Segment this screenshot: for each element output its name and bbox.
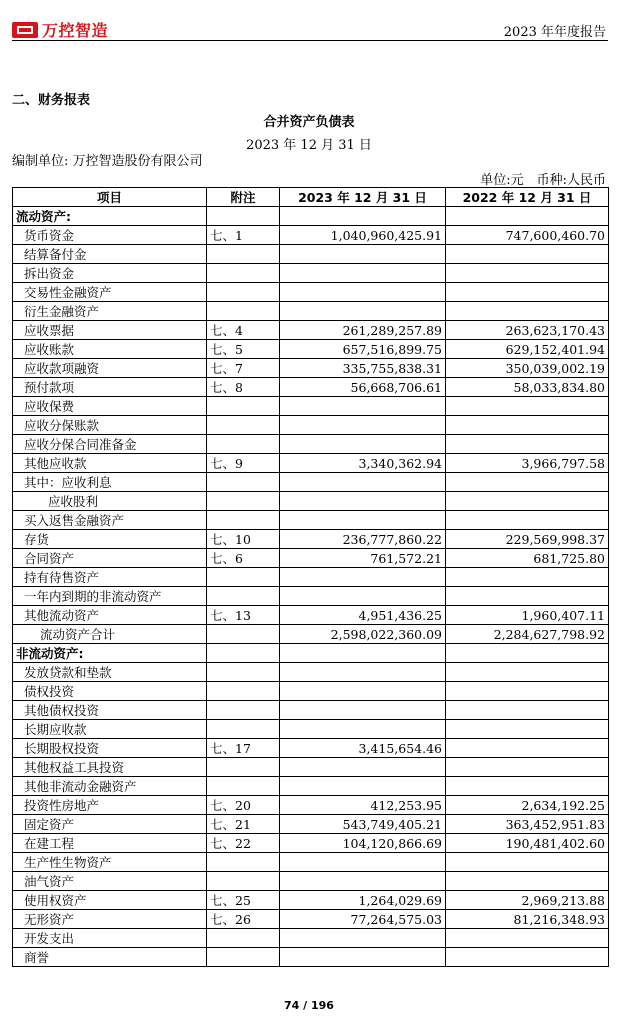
row-value-2022: [446, 929, 609, 948]
row-item: 固定资产: [13, 815, 207, 834]
table-row: [13, 777, 609, 796]
row-value-2022: 2,969,213.88: [446, 891, 609, 910]
row-note: [207, 397, 280, 416]
row-value-2022: 2,284,627,798.92: [446, 625, 609, 644]
row-item: 油气资产: [13, 872, 207, 891]
table-row: [13, 796, 609, 815]
table-body: [13, 207, 609, 967]
row-note: 七、26: [207, 910, 280, 929]
table-row: [13, 321, 609, 340]
row-item: 交易性金融资产: [13, 283, 207, 302]
row-note: [207, 568, 280, 587]
page-number: 74 / 196: [284, 999, 334, 1012]
table-row: [13, 663, 609, 682]
row-value-2022: 1,960,407.11: [446, 606, 609, 625]
header-2023: 2023 年 12 月 31 日: [280, 188, 446, 207]
table-row: [13, 454, 609, 473]
row-value-2023: [280, 948, 446, 967]
row-value-2023: 2,598,022,360.09: [280, 625, 446, 644]
row-note: 七、1: [207, 226, 280, 245]
row-value-2022: [446, 701, 609, 720]
balance-sheet-table: [12, 187, 609, 967]
row-value-2022: [446, 720, 609, 739]
row-note: 七、25: [207, 891, 280, 910]
table-row: [13, 283, 609, 302]
row-item: 非流动资产:: [13, 644, 207, 663]
row-note: 七、7: [207, 359, 280, 378]
row-value-2023: [280, 682, 446, 701]
row-value-2022: 3,966,797.58: [446, 454, 609, 473]
row-item: 商誉: [13, 948, 207, 967]
table-row: [13, 416, 609, 435]
row-value-2023: [280, 568, 446, 587]
row-value-2022: [446, 264, 609, 283]
row-value-2023: [280, 492, 446, 511]
table-row: [13, 245, 609, 264]
row-value-2023: [280, 302, 446, 321]
row-note: [207, 758, 280, 777]
row-item: 存货: [13, 530, 207, 549]
table-row: [13, 625, 609, 644]
row-item: 无形资产: [13, 910, 207, 929]
row-value-2023: [280, 283, 446, 302]
table-row: [13, 473, 609, 492]
table-row: [13, 891, 609, 910]
table-row: [13, 644, 609, 663]
row-value-2023: [280, 473, 446, 492]
row-item: 应收分保合同准备金: [13, 435, 207, 454]
company-logo: [12, 18, 108, 41]
row-value-2022: [446, 511, 609, 530]
row-note: 七、13: [207, 606, 280, 625]
row-value-2023: 761,572.21: [280, 549, 446, 568]
row-value-2022: [446, 568, 609, 587]
row-value-2022: [446, 397, 609, 416]
row-value-2022: [446, 739, 609, 758]
table-row: [13, 815, 609, 834]
table-row: [13, 378, 609, 397]
row-note: [207, 853, 280, 872]
row-note: [207, 473, 280, 492]
row-value-2023: 657,516,899.75: [280, 340, 446, 359]
row-value-2023: [280, 853, 446, 872]
row-value-2023: [280, 511, 446, 530]
row-value-2022: 363,452,951.83: [446, 815, 609, 834]
row-note: [207, 625, 280, 644]
table-row: [13, 359, 609, 378]
table-row: [13, 872, 609, 891]
statement-title: 合并资产负债表: [263, 115, 355, 130]
row-note: [207, 302, 280, 321]
row-value-2022: 190,481,402.60: [446, 834, 609, 853]
row-value-2022: [446, 758, 609, 777]
table-row: [13, 207, 609, 226]
row-note: [207, 682, 280, 701]
row-item: 债权投资: [13, 682, 207, 701]
row-item: 其他流动资产: [13, 606, 207, 625]
row-item: 开发支出: [13, 929, 207, 948]
row-note: 七、8: [207, 378, 280, 397]
row-item: 其中：应收利息: [13, 473, 207, 492]
table-row: [13, 910, 609, 929]
row-note: 七、21: [207, 815, 280, 834]
row-value-2023: [280, 416, 446, 435]
row-value-2022: [446, 416, 609, 435]
row-note: [207, 720, 280, 739]
row-note: 七、17: [207, 739, 280, 758]
row-value-2023: [280, 207, 446, 226]
row-value-2022: 2,634,192.25: [446, 796, 609, 815]
row-value-2023: [280, 435, 446, 454]
row-item: 发放贷款和垫款: [13, 663, 207, 682]
row-note: 七、5: [207, 340, 280, 359]
row-value-2023: [280, 872, 446, 891]
row-value-2023: [280, 397, 446, 416]
row-value-2023: [280, 264, 446, 283]
table-row: [13, 701, 609, 720]
row-value-2022: [446, 682, 609, 701]
row-item: 应收账款: [13, 340, 207, 359]
row-note: [207, 644, 280, 663]
row-note: [207, 587, 280, 606]
logo-mark-icon: [12, 22, 38, 38]
row-value-2023: [280, 758, 446, 777]
row-note: [207, 663, 280, 682]
row-note: [207, 948, 280, 967]
row-value-2022: [446, 207, 609, 226]
row-note: [207, 777, 280, 796]
row-value-2022: 229,569,998.37: [446, 530, 609, 549]
table-row: [13, 340, 609, 359]
table-header-row: [13, 188, 609, 207]
table-row: [13, 948, 609, 967]
table-row: [13, 568, 609, 587]
row-note: 七、22: [207, 834, 280, 853]
row-value-2022: [446, 663, 609, 682]
row-value-2023: [280, 587, 446, 606]
table-row: [13, 853, 609, 872]
table-row: [13, 511, 609, 530]
row-value-2022: [446, 283, 609, 302]
row-value-2023: 543,749,405.21: [280, 815, 446, 834]
row-item: 应收票据: [13, 321, 207, 340]
table-row: [13, 435, 609, 454]
section-title: 二、财务报表: [12, 93, 91, 108]
row-note: [207, 245, 280, 264]
row-item: 其他权益工具投资: [13, 758, 207, 777]
header-2022: 2022 年 12 月 31 日: [446, 188, 609, 207]
row-value-2023: [280, 929, 446, 948]
row-value-2023: 77,264,575.03: [280, 910, 446, 929]
row-value-2022: [446, 853, 609, 872]
row-value-2022: 58,033,834.80: [446, 378, 609, 397]
table-row: [13, 682, 609, 701]
row-item: 货币资金: [13, 226, 207, 245]
row-value-2023: 236,777,860.22: [280, 530, 446, 549]
row-value-2022: 263,623,170.43: [446, 321, 609, 340]
row-value-2022: 350,039,002.19: [446, 359, 609, 378]
row-value-2022: [446, 587, 609, 606]
row-value-2023: 1,264,029.69: [280, 891, 446, 910]
table-row: [13, 549, 609, 568]
row-value-2022: [446, 777, 609, 796]
row-note: [207, 416, 280, 435]
report-title: 2023 年年度报告: [503, 25, 606, 40]
row-value-2023: [280, 701, 446, 720]
row-item: 应收款项融资: [13, 359, 207, 378]
logo-text: 万控智造: [42, 21, 109, 40]
row-value-2023: 1,040,960,425.91: [280, 226, 446, 245]
row-note: [207, 492, 280, 511]
header-divider: [12, 40, 608, 41]
row-note: 七、9: [207, 454, 280, 473]
row-item: 流动资产:: [13, 207, 207, 226]
row-value-2023: 3,415,654.46: [280, 739, 446, 758]
row-item: 其他非流动金融资产: [13, 777, 207, 796]
row-item: 持有待售资产: [13, 568, 207, 587]
row-note: 七、20: [207, 796, 280, 815]
row-value-2022: [446, 473, 609, 492]
row-value-2023: 335,755,838.31: [280, 359, 446, 378]
table-row: [13, 302, 609, 321]
row-note: [207, 511, 280, 530]
table-row: [13, 492, 609, 511]
table-row: [13, 530, 609, 549]
table-row: [13, 226, 609, 245]
row-note: [207, 929, 280, 948]
row-value-2023: [280, 663, 446, 682]
row-item: 衍生金融资产: [13, 302, 207, 321]
row-value-2023: [280, 644, 446, 663]
row-value-2022: [446, 644, 609, 663]
row-value-2023: 3,340,362.94: [280, 454, 446, 473]
row-note: [207, 872, 280, 891]
row-item: 生产性生物资产: [13, 853, 207, 872]
row-value-2022: 81,216,348.93: [446, 910, 609, 929]
table-row: [13, 758, 609, 777]
row-item: 结算备付金: [13, 245, 207, 264]
row-value-2022: [446, 245, 609, 264]
row-value-2023: 412,253.95: [280, 796, 446, 815]
row-note: [207, 701, 280, 720]
row-note: 七、6: [207, 549, 280, 568]
row-item: 应收保费: [13, 397, 207, 416]
row-value-2022: 681,725.80: [446, 549, 609, 568]
row-value-2022: 629,152,401.94: [446, 340, 609, 359]
reporting-entity: 编制单位: 万控智造股份有限公司: [12, 154, 203, 169]
row-item: 预付款项: [13, 378, 207, 397]
header-item: 项目: [13, 188, 207, 207]
table-row: [13, 397, 609, 416]
row-item: 在建工程: [13, 834, 207, 853]
row-note: [207, 264, 280, 283]
row-value-2022: [446, 948, 609, 967]
row-item: 买入返售金融资产: [13, 511, 207, 530]
row-value-2023: 56,668,706.61: [280, 378, 446, 397]
row-item: 应收分保账款: [13, 416, 207, 435]
row-item: 其他应收款: [13, 454, 207, 473]
table-row: [13, 720, 609, 739]
row-note: [207, 207, 280, 226]
row-value-2023: [280, 245, 446, 264]
row-item: 流动资产合计: [13, 625, 207, 644]
row-item: 合同资产: [13, 549, 207, 568]
table-row: [13, 739, 609, 758]
table-row: [13, 606, 609, 625]
row-value-2023: [280, 777, 446, 796]
row-note: [207, 435, 280, 454]
header-note: 附注: [207, 188, 280, 207]
row-value-2022: [446, 872, 609, 891]
row-note: 七、10: [207, 530, 280, 549]
page-header: [0, 0, 618, 42]
row-item: 长期股权投资: [13, 739, 207, 758]
row-value-2023: 261,289,257.89: [280, 321, 446, 340]
table-row: [13, 929, 609, 948]
table-row: [13, 264, 609, 283]
row-value-2022: [446, 492, 609, 511]
row-value-2023: 4,951,436.25: [280, 606, 446, 625]
row-item: 拆出资金: [13, 264, 207, 283]
row-value-2022: 747,600,460.70: [446, 226, 609, 245]
currency-unit: 单位:元 币种:人民币: [480, 173, 606, 188]
row-note: 七、4: [207, 321, 280, 340]
row-note: [207, 283, 280, 302]
row-item: 长期应收款: [13, 720, 207, 739]
table-row: [13, 834, 609, 853]
row-item: 使用权资产: [13, 891, 207, 910]
table-row: [13, 587, 609, 606]
row-value-2023: 104,120,866.69: [280, 834, 446, 853]
row-value-2023: [280, 720, 446, 739]
row-item: 投资性房地产: [13, 796, 207, 815]
row-value-2022: [446, 435, 609, 454]
row-item: 其他债权投资: [13, 701, 207, 720]
row-item: 应收股利: [13, 492, 207, 511]
row-value-2022: [446, 302, 609, 321]
row-item: 一年内到期的非流动资产: [13, 587, 207, 606]
statement-date: 2023 年 12 月 31 日: [246, 138, 372, 153]
